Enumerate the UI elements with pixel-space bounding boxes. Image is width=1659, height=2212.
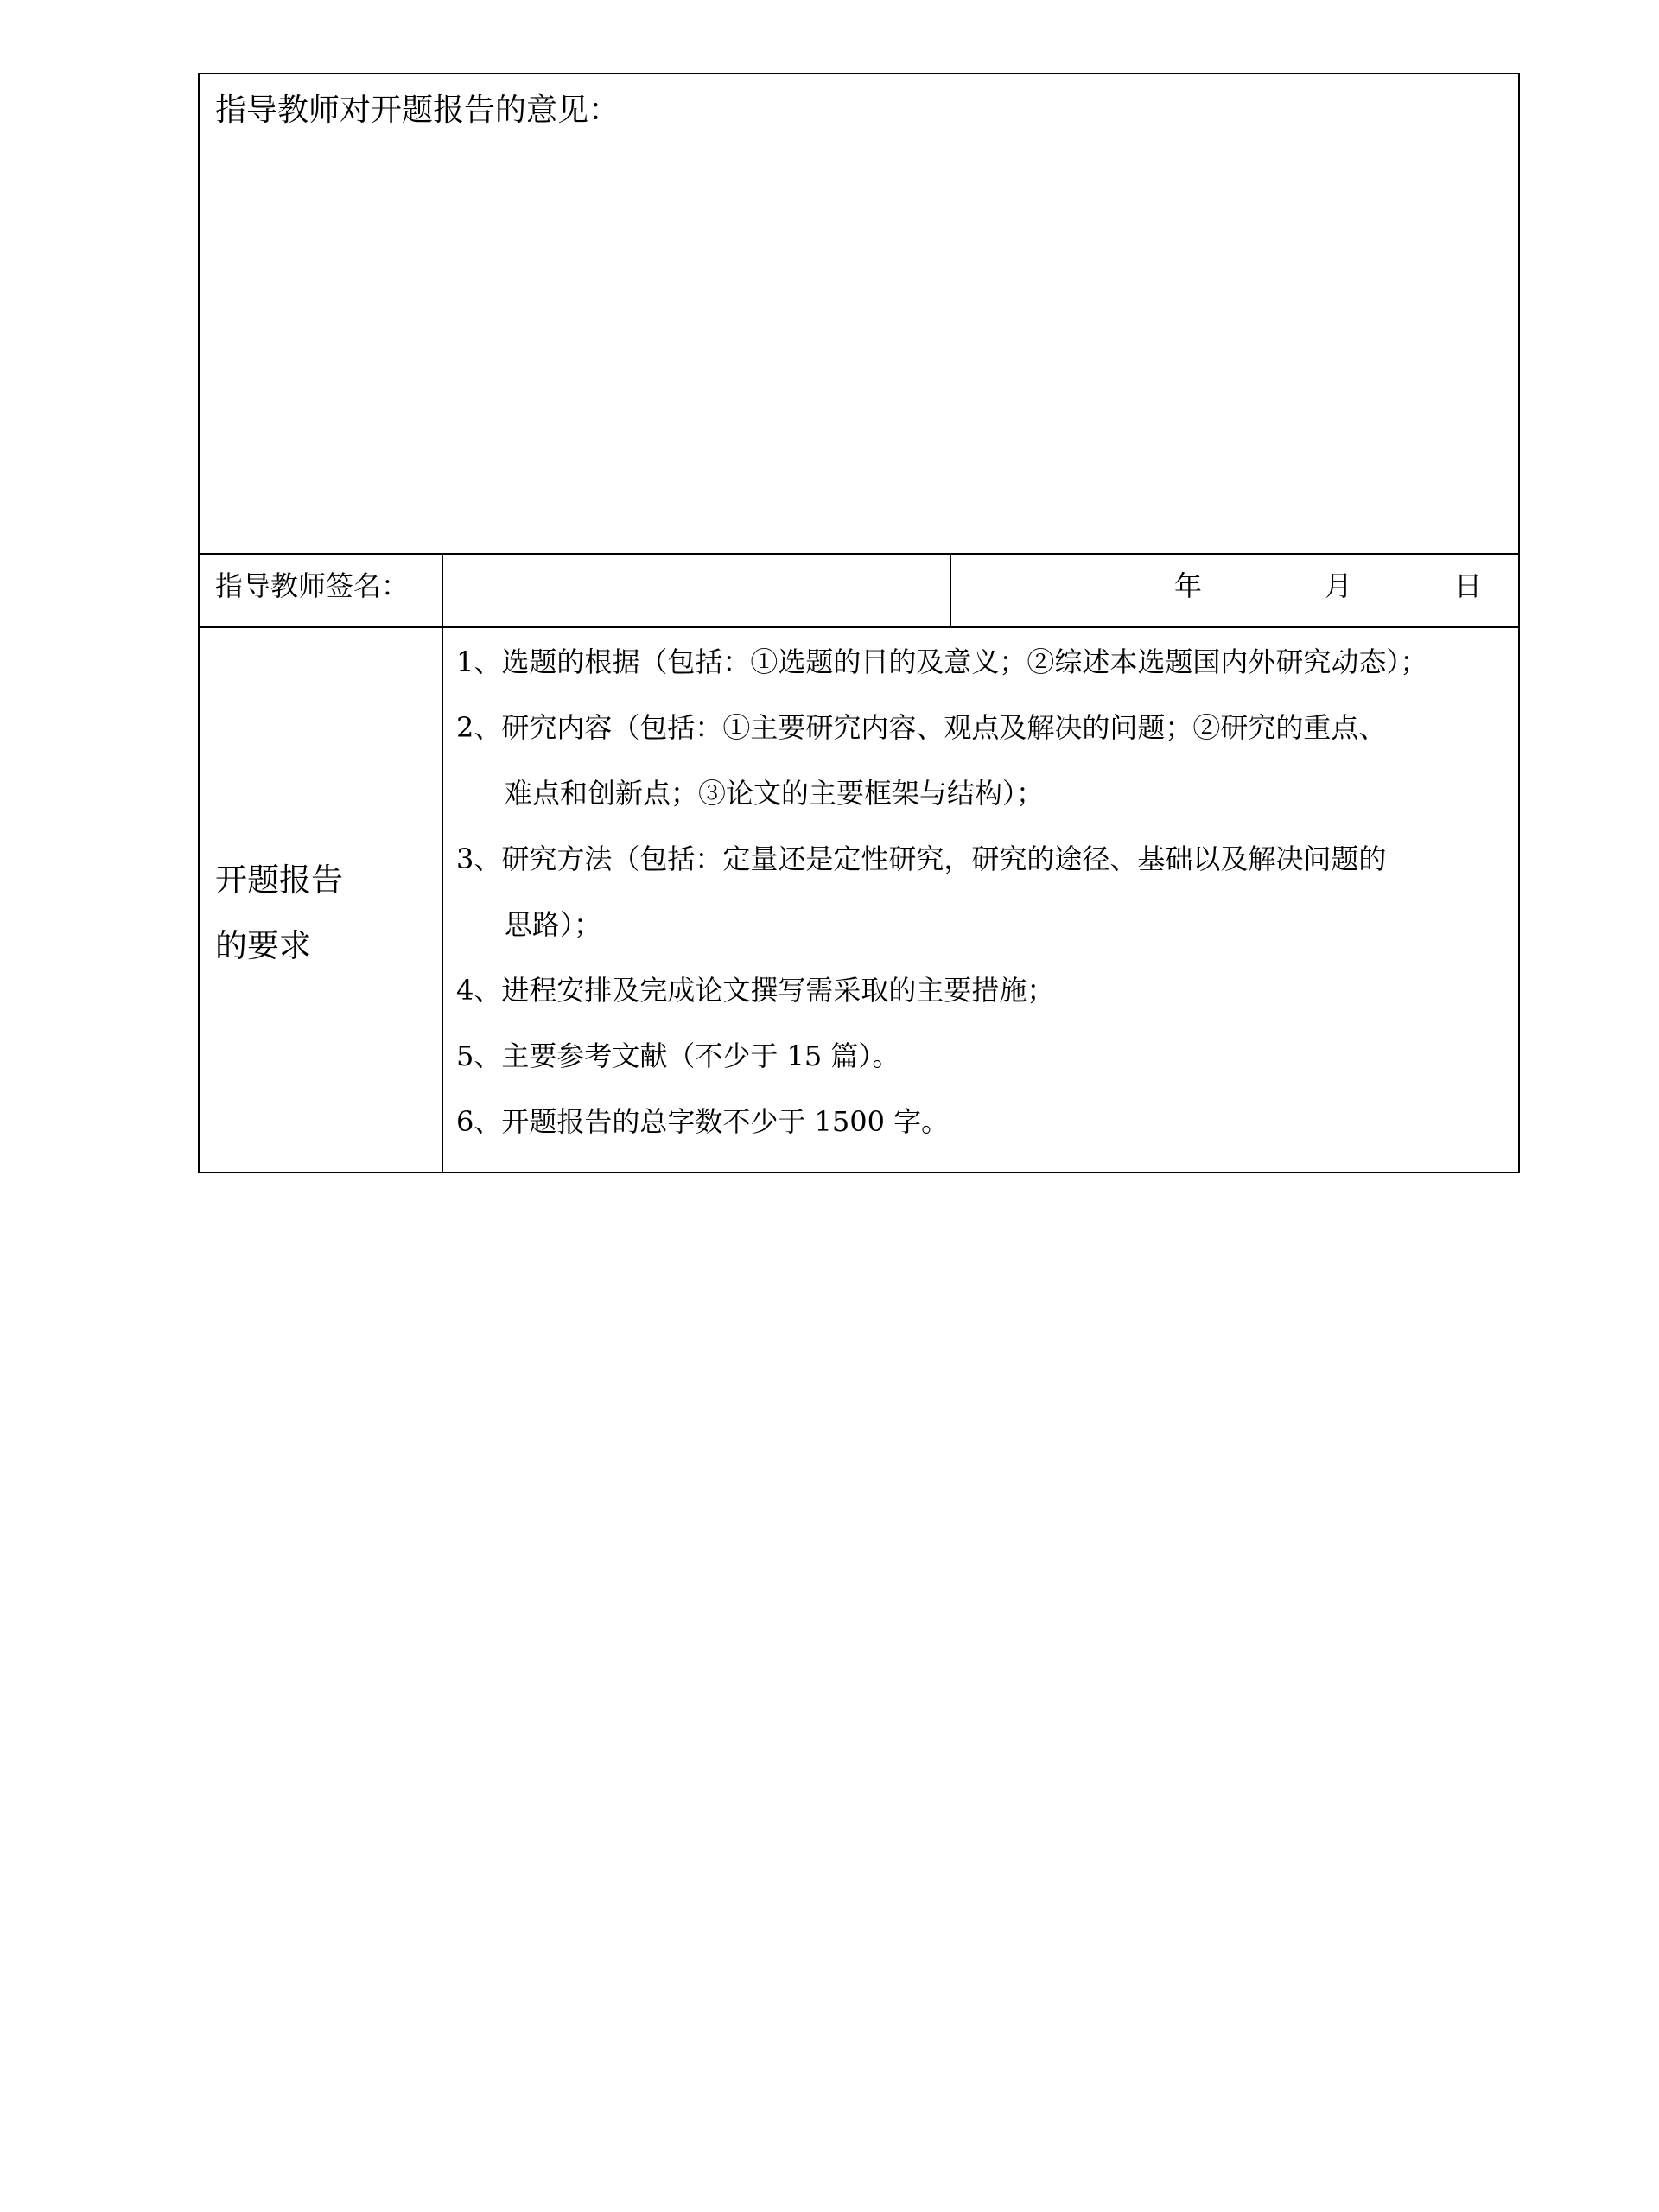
column-divider-left	[442, 553, 443, 1172]
requirement-item-5: 5、主要参考文献（不少于 15 篇）。	[456, 1039, 900, 1072]
requirement-item-2: 2、研究内容（包括：①主要研究内容、观点及解决的问题；②研究的重点、	[456, 711, 1387, 744]
requirement-item-4: 4、进程安排及完成论文撰写需采取的主要措施；	[456, 974, 1055, 1007]
date-year-label: 年	[1174, 569, 1203, 602]
column-divider-date	[950, 553, 951, 626]
requirements-label-line1: 开题报告	[215, 861, 343, 899]
signature-label: 指导教师签名：	[215, 569, 410, 602]
opinion-label: 指导教师对开题报告的意见：	[215, 92, 620, 128]
requirement-item-2-continued: 难点和创新点；③论文的主要框架与结构）；	[505, 777, 1045, 810]
requirements-label	[215, 848, 423, 979]
date-day-label: 日	[1454, 569, 1483, 602]
requirement-item-3: 3、研究方法（包括：定量还是定性研究，研究的途径、基础以及解决问题的	[456, 842, 1387, 875]
requirement-item-3-continued: 思路）；	[505, 908, 602, 941]
requirements-label-line2: 的要求	[215, 927, 311, 964]
date-month-label: 月	[1325, 569, 1353, 602]
requirement-item-1: 1、选题的根据（包括：①选题的目的及意义；②综述本选题国内外研究动态）；	[456, 645, 1428, 678]
requirements-list	[456, 629, 1427, 1154]
row-divider-signature	[200, 626, 1518, 628]
requirement-item-6: 6、开题报告的总字数不少于 1500 字。	[456, 1105, 950, 1138]
row-divider-opinion	[200, 553, 1518, 555]
proposal-review-form	[198, 73, 1520, 1173]
